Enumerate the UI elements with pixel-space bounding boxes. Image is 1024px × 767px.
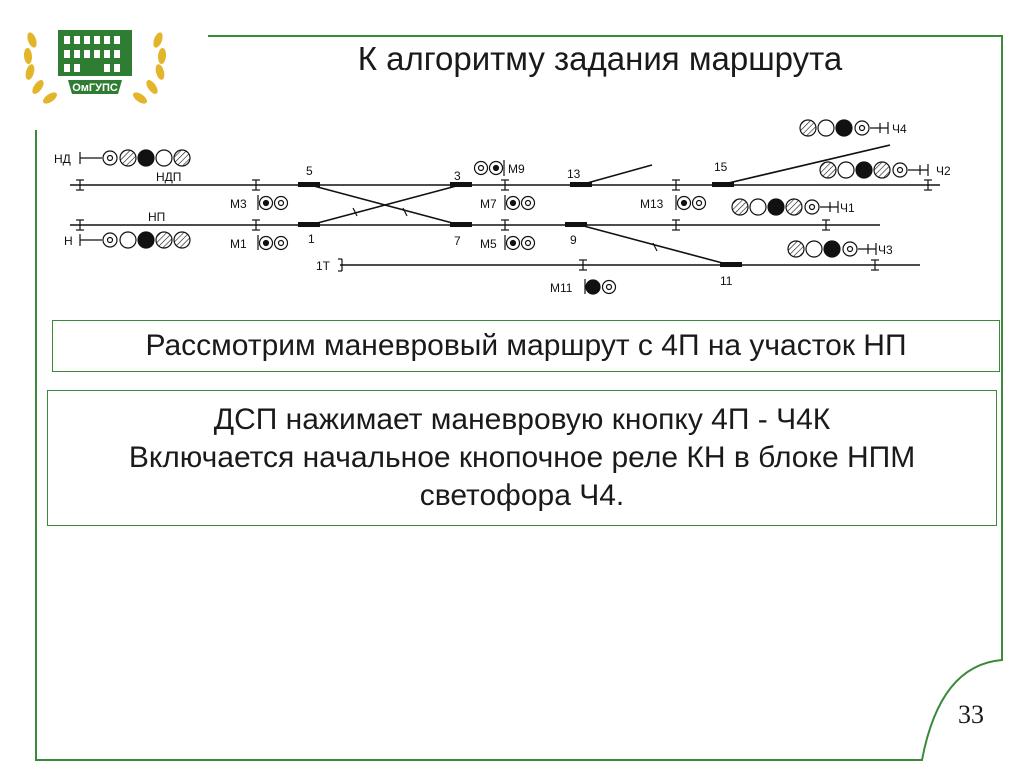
- switch-13: 13: [567, 167, 581, 181]
- label-1t: 1Т: [316, 259, 331, 273]
- label-ndp: НДП: [156, 170, 182, 184]
- label-m1: М1: [230, 237, 247, 251]
- label-m11: М11: [550, 281, 573, 295]
- switch-15: 15: [714, 160, 728, 174]
- label-m3: М3: [230, 197, 247, 211]
- page-number: 33: [958, 700, 984, 729]
- label-ch2: Ч2: [936, 164, 951, 178]
- switch-1: 1: [308, 232, 315, 246]
- label-np: НП: [148, 210, 166, 224]
- track-diagram: [40, 110, 980, 310]
- action-line-2: Включается начальное кнопочное реле КН в блоке НПМ: [128, 441, 916, 474]
- switch-11: 11: [720, 274, 733, 288]
- action-line-1: ДСП нажимает маневровую кнопку 4П - Ч4К: [213, 403, 831, 436]
- label-nd: НД: [54, 152, 71, 166]
- action-description-box: [47, 390, 997, 526]
- route-description: Рассмотрим маневровый маршрут с 4П на участок НП: [145, 329, 907, 362]
- omgups-logo: [20, 20, 170, 115]
- label-ch3: Ч3: [878, 243, 893, 257]
- label-m5: М5: [480, 237, 497, 251]
- route-description-box: [52, 320, 1000, 372]
- label-m13: М13: [640, 197, 664, 211]
- label-ch1: Ч1: [840, 201, 855, 215]
- label-n: Н: [64, 234, 73, 248]
- switch-9: 9: [570, 233, 577, 247]
- switch-5: 5: [306, 164, 313, 178]
- label-m9: М9: [508, 162, 525, 176]
- label-m7: М7: [480, 197, 497, 211]
- switch-7: 7: [454, 234, 461, 248]
- logo-text: ОмГУПС: [72, 82, 118, 94]
- action-line-3: светофора Ч4.: [419, 479, 625, 512]
- slide-title: К алгоритму задания маршрута: [357, 40, 843, 77]
- switch-3: 3: [454, 169, 461, 183]
- label-ch4: Ч4: [892, 122, 907, 136]
